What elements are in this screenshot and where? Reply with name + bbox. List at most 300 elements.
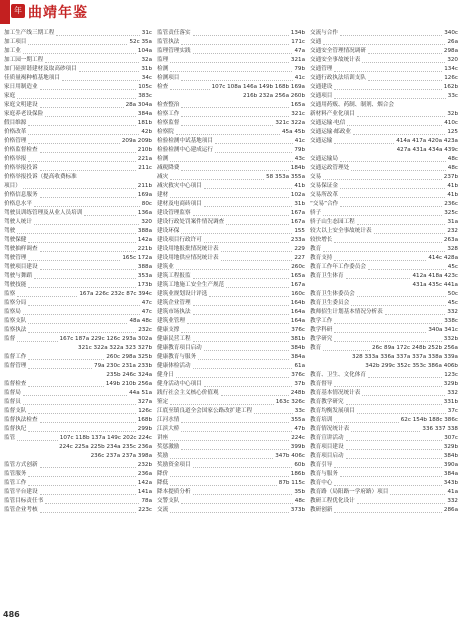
dot-leader <box>28 386 103 387</box>
index-page-refs: 48a 48c <box>129 318 152 324</box>
dot-leader <box>170 161 293 162</box>
index-term: 监督员 <box>4 399 21 405</box>
index-term: 教育教学研究 <box>310 399 344 405</box>
dot-leader <box>323 350 370 351</box>
dot-leader <box>40 422 136 423</box>
dot-leader <box>357 224 446 225</box>
index-entry <box>310 209 458 218</box>
index-page-refs: 32a <box>141 57 152 63</box>
dot-leader <box>368 53 442 54</box>
dot-leader <box>334 98 445 99</box>
index-term: 建筑业管理 <box>157 318 185 324</box>
index-page-refs: 223c <box>138 507 152 513</box>
dot-leader <box>40 251 136 252</box>
index-page-refs: 41b <box>294 183 305 189</box>
index-page-refs: 171c <box>291 39 305 45</box>
index-page-refs: 232c <box>138 327 152 333</box>
dot-leader <box>193 314 289 315</box>
index-entry <box>4 272 152 281</box>
page-header <box>0 0 468 29</box>
index-page-refs: 224c <box>291 435 305 441</box>
index-page-refs: 165c 172a <box>122 255 152 261</box>
index-term: 健身活动中心项目 <box>157 381 202 387</box>
index-term: 交通项目 <box>310 93 333 99</box>
dot-leader <box>351 170 446 171</box>
dot-leader <box>28 431 135 432</box>
index-page-refs: 320 <box>447 57 458 63</box>
index-page-refs: 142a <box>137 237 152 243</box>
index-term: 检测 <box>157 66 169 72</box>
index-term: 建设行政处罚案件情况调查 <box>157 219 225 225</box>
dot-leader <box>170 71 292 72</box>
index-entry <box>4 29 152 38</box>
index-entry <box>157 38 305 47</box>
index-term: 教育卫生体委员会 <box>310 291 355 297</box>
index-term: 教育项目建设 <box>310 444 344 450</box>
dot-leader <box>346 278 411 279</box>
index-page-refs: 399b <box>290 444 305 450</box>
dot-leader <box>40 197 136 198</box>
index-entry <box>157 299 305 308</box>
dot-leader <box>334 242 442 243</box>
index-page-refs: 328 333a 336a 337a 337a 338a 339a <box>352 354 458 360</box>
index-term: 监管平台建设 <box>4 489 38 495</box>
index-term: 建设用地报批情况统计表 <box>157 246 219 252</box>
index-term: 降低 <box>157 480 169 486</box>
index-term: 骄子 <box>310 210 322 216</box>
index-entry <box>157 290 305 299</box>
index-entry <box>310 290 458 299</box>
index-entry <box>4 173 152 182</box>
index-term: 检查整治 <box>157 102 180 108</box>
index-term: 教育支持 <box>310 255 333 261</box>
index-entry <box>4 299 152 308</box>
index-entry <box>310 416 458 425</box>
index-entry <box>310 218 458 227</box>
dot-leader <box>334 71 442 72</box>
index-page-refs: 332 <box>447 309 458 315</box>
dot-leader <box>181 116 289 117</box>
index-term: 监督 <box>4 336 16 342</box>
dot-leader <box>323 179 442 180</box>
index-page-refs: 44a 51a <box>129 390 152 396</box>
dot-leader <box>334 260 426 261</box>
index-page-refs: 165a <box>290 102 305 108</box>
index-term: 交通安全事故统计表 <box>310 57 361 63</box>
index-term: 监督执法检查 <box>4 417 38 423</box>
index-term: 奖励 <box>157 453 169 459</box>
index-page-refs: 390a <box>443 462 458 468</box>
dot-leader <box>45 116 136 117</box>
dot-leader <box>28 476 136 477</box>
index-entry <box>157 155 305 164</box>
dot-leader <box>390 494 445 495</box>
index-entry <box>157 191 305 200</box>
index-entry <box>310 308 458 317</box>
index-term: 监管目标责任书 <box>4 498 44 504</box>
index-entry <box>310 461 458 470</box>
dot-leader <box>181 80 292 81</box>
index-entry <box>310 326 458 335</box>
index-term: 交通用药贩、药制、制剂、烟合会 <box>310 102 394 108</box>
index-term: 交通管理 <box>310 66 333 72</box>
index-term: 监督局 <box>4 390 21 396</box>
index-entry <box>310 362 458 371</box>
dot-leader <box>28 287 135 288</box>
index-entry <box>4 281 152 290</box>
index-term: 减灾 <box>157 174 169 180</box>
index-entry <box>310 83 458 92</box>
index-entry <box>310 299 458 308</box>
index-term: 驾驶项目建设 <box>4 264 38 270</box>
index-term: 交通运输·邮政业 <box>310 129 351 135</box>
index-term: 教育均衡发展项目 <box>310 408 355 414</box>
index-page-refs: 355a <box>290 417 305 423</box>
dot-leader <box>346 458 442 459</box>
index-page-refs: 286a <box>443 507 458 513</box>
index-entry <box>310 506 458 515</box>
dot-leader <box>204 242 289 243</box>
index-entry <box>4 263 152 272</box>
index-page-refs: 431a 435c 441a <box>412 282 458 288</box>
index-entry <box>157 47 305 56</box>
index-page-refs: 80c <box>141 201 152 207</box>
dot-leader <box>254 413 293 414</box>
index-term: 建设环保 <box>157 228 180 234</box>
index-entry <box>157 29 305 38</box>
index-entry <box>310 74 458 83</box>
index-entry <box>157 173 305 182</box>
index-entry <box>310 236 458 245</box>
dot-leader <box>181 233 292 234</box>
index-page-refs: 410c <box>444 120 458 126</box>
index-page-refs: 307c <box>444 435 458 441</box>
dot-leader <box>323 44 445 45</box>
dot-leader <box>347 125 442 126</box>
index-entry <box>157 470 305 479</box>
dot-leader <box>40 512 137 513</box>
index-entry <box>157 227 305 236</box>
index-page-refs: 221b <box>137 246 152 252</box>
index-page-refs: 168b <box>137 417 152 423</box>
index-entry <box>310 38 458 47</box>
dot-leader <box>17 98 136 99</box>
index-term: “交易”合作 <box>310 201 339 207</box>
index-entry <box>310 281 458 290</box>
index-term: 价格改革 <box>4 129 27 135</box>
index-page-refs: 167a <box>290 219 305 225</box>
dot-leader <box>221 395 289 396</box>
index-page-refs: 260c 298a 325b <box>106 354 152 360</box>
index-term: 检察工作 <box>157 111 180 117</box>
index-entry <box>157 362 305 371</box>
index-page-refs: 376c <box>291 372 305 378</box>
index-page-refs: 32b <box>447 111 458 117</box>
index-term: 鉴定 <box>157 399 169 405</box>
index-entry <box>4 47 152 56</box>
index-page-refs: 321c <box>291 111 305 117</box>
index-page-refs: 41b <box>447 192 458 198</box>
index-term: 建筑市场执法 <box>157 309 191 315</box>
index-page-refs: 338c <box>444 318 458 324</box>
index-entry <box>4 128 152 137</box>
index-page-refs: 299b <box>137 426 152 432</box>
index-entry <box>157 83 305 92</box>
index-page-refs: 235b 246c 324a <box>106 372 152 378</box>
index-page-refs: 209a 209b <box>121 138 152 144</box>
index-page-refs: 221a <box>137 156 152 162</box>
index-column-2 <box>157 29 305 515</box>
dot-leader <box>28 359 104 360</box>
index-term: 交通建设 <box>310 84 333 90</box>
index-term: 佳质量褐种植基地项目 <box>4 75 60 81</box>
index-page-refs: 347b 406c <box>275 453 305 459</box>
index-term: 教育督导 <box>310 381 333 387</box>
index-entry <box>4 155 152 164</box>
index-page-refs: 232 <box>447 228 458 234</box>
index-entry <box>4 56 152 65</box>
dot-leader <box>28 161 136 162</box>
dot-leader <box>170 476 289 477</box>
index-entry <box>157 398 305 407</box>
index-page-refs: 384a <box>290 354 305 360</box>
index-entry <box>4 506 152 515</box>
index-entry <box>157 254 305 263</box>
dot-leader <box>181 125 273 126</box>
dot-leader <box>34 278 136 279</box>
index-page-refs: 126c <box>138 408 152 414</box>
index-page-refs: 260c <box>291 264 305 270</box>
index-entry <box>157 137 305 146</box>
dot-leader <box>170 62 289 63</box>
index-term: 交流 <box>157 507 169 513</box>
index-page-refs: 50c <box>447 291 458 297</box>
index-entry <box>310 254 458 263</box>
index-entry <box>4 425 152 434</box>
index-page-refs: 141a <box>137 489 152 495</box>
dot-leader <box>334 467 442 468</box>
index-page-refs: 211b <box>137 183 152 189</box>
index-term: 江河水情 <box>157 417 180 423</box>
index-term: 健康教育与服务 <box>157 354 197 360</box>
index-entry <box>157 65 305 74</box>
index-entry <box>4 362 152 371</box>
index-term: 教育、卫生、文化体育 <box>310 372 366 378</box>
index-page-refs: 384a <box>137 111 152 117</box>
index-term: 加工园一期工程 <box>4 57 44 63</box>
index-entry <box>157 497 305 506</box>
index-page-refs: 236c 237a 237a 398a <box>90 453 152 459</box>
index-term: 教学工作 <box>310 318 333 324</box>
seal-logo: 年鉴 <box>11 4 25 18</box>
index-entry <box>157 416 305 425</box>
dot-leader <box>170 89 209 90</box>
index-term: 监管服务 <box>4 471 27 477</box>
index-page-refs: 173b <box>137 282 152 288</box>
index-entry <box>310 407 458 416</box>
index-entry <box>4 308 152 317</box>
index-entry <box>310 353 458 362</box>
index-term: 检察院 <box>157 129 174 135</box>
index-page-refs: 353a <box>137 273 152 279</box>
index-page-refs: 329b <box>443 381 458 387</box>
dot-leader <box>226 224 289 225</box>
index-entry <box>310 173 458 182</box>
index-entry <box>4 470 152 479</box>
dot-leader <box>368 269 446 270</box>
index-page-refs: 26c 89a 172c 248b 252b 256a <box>372 345 458 351</box>
index-entry <box>157 272 305 281</box>
index-term: 教研工程优化设计 <box>310 498 355 504</box>
index-entry <box>310 317 458 326</box>
dot-leader <box>181 431 292 432</box>
index-term: 交通运输·电信 <box>310 120 346 126</box>
index-entry <box>310 479 458 488</box>
dot-leader <box>221 251 293 252</box>
index-page-refs: 325c <box>444 210 458 216</box>
index-term: 教育工作年工作委员会 <box>310 264 366 270</box>
dot-leader <box>28 125 135 126</box>
dot-leader <box>28 134 139 135</box>
dot-leader <box>193 368 293 369</box>
dot-leader <box>79 71 140 72</box>
index-entry <box>310 146 458 155</box>
index-page-refs: 383c <box>138 93 152 99</box>
dot-leader <box>362 395 445 396</box>
index-entry <box>310 191 458 200</box>
index-term: 监督检查 <box>4 381 27 387</box>
index-page-refs: 134b <box>290 30 305 36</box>
index-term: 家庭养老设保险 <box>4 111 44 117</box>
index-term: 检验检测中心建成运行 <box>157 147 213 153</box>
index-term: 减灾救灾中心项目 <box>157 183 202 189</box>
index-page-refs: 229 <box>294 246 305 252</box>
index-page-refs: 45a 45b <box>282 129 305 135</box>
index-page-refs: 232b <box>137 462 152 468</box>
index-entry <box>310 398 458 407</box>
dot-leader <box>40 494 136 495</box>
index-term: 教育中心 <box>310 480 333 486</box>
index-page-refs: 102a <box>290 192 305 198</box>
index-term: 检查 <box>157 84 169 90</box>
index-page-refs: 210b <box>137 147 152 153</box>
index-term: 健康教育项目启动 <box>157 345 202 351</box>
dot-leader <box>368 80 442 81</box>
index-page-refs: 384b <box>443 453 458 459</box>
dot-leader <box>28 368 92 369</box>
index-page-refs: 320 <box>141 219 152 225</box>
index-term: 交流与合作 <box>310 30 338 36</box>
index-term: 驾驶人统计 <box>4 219 32 225</box>
index-term: 教育基本情况统计表 <box>310 390 361 396</box>
index-page-refs: 125 <box>447 129 458 135</box>
index-page-refs: 414c 428a <box>428 255 458 261</box>
index-page-refs: 41c <box>294 75 305 81</box>
index-entry <box>310 470 458 479</box>
index-entry <box>310 335 458 344</box>
dot-leader <box>28 485 136 486</box>
index-term: 交通 <box>310 39 322 45</box>
dot-leader <box>334 89 441 90</box>
index-page-refs: 376c <box>291 327 305 333</box>
dot-leader <box>170 197 289 198</box>
dot-leader <box>209 296 289 297</box>
index-term: 监管企业考核 <box>4 507 38 513</box>
index-entry <box>310 380 458 389</box>
dot-leader <box>323 215 442 216</box>
index-term: 建材及电商砖项目 <box>157 201 202 207</box>
index-term: 教学研究 <box>310 336 333 342</box>
dot-leader <box>34 224 139 225</box>
index-entry <box>310 371 458 380</box>
index-entry <box>157 281 305 290</box>
index-page-refs: 163c 326c <box>275 399 305 405</box>
index-term: 教育卫生委员会 <box>310 300 350 306</box>
index-page-refs: 414a 417a 420a 423a <box>396 138 458 144</box>
index-page-refs: 79a 230c 231a 233b <box>94 363 152 369</box>
index-page-refs: 31a <box>447 219 458 225</box>
page-number: 486 <box>3 610 20 619</box>
index-term: 价格信息服务 <box>4 192 38 198</box>
index-page-refs: 42b <box>141 129 152 135</box>
index-term: 建筑业 <box>157 264 174 270</box>
dot-leader <box>28 305 139 306</box>
index-entry <box>157 344 305 353</box>
index-page-refs: 381b <box>290 336 305 342</box>
index-entry <box>157 200 305 209</box>
index-term: 建材 <box>157 192 169 198</box>
index-page-refs: 136a <box>137 210 152 216</box>
index-term: 骄子山生态园工程 <box>310 219 355 225</box>
index-entry <box>310 434 458 443</box>
index-page-refs: 126c <box>444 75 458 81</box>
index-term: 监管执法 <box>157 39 180 45</box>
index-term: 监理管理实践 <box>157 48 191 54</box>
index-page-refs: 34c <box>141 75 152 81</box>
index-page-refs: 233a <box>290 237 305 243</box>
index-term: 降价 <box>157 471 169 477</box>
index-entry <box>157 263 305 272</box>
dot-leader <box>357 503 446 504</box>
index-entry <box>310 128 458 137</box>
index-term: 交通行政执法培训支队 <box>310 75 366 81</box>
index-entry <box>157 128 305 137</box>
index-page-refs: 164a <box>290 309 305 315</box>
dot-leader <box>56 35 139 36</box>
index-entry <box>157 353 305 362</box>
index-term: 降本提质分析 <box>157 489 191 495</box>
index-term: 教育项目启动 <box>310 453 344 459</box>
index-entry <box>4 74 152 83</box>
dot-leader <box>357 116 446 117</box>
index-entry <box>4 218 152 227</box>
index-entry <box>4 344 152 353</box>
index-term: 加工生产线三期工程 <box>4 30 55 36</box>
dot-leader <box>170 179 264 180</box>
index-page-refs: 78a <box>141 498 152 504</box>
index-entry <box>157 380 305 389</box>
header-color-bar <box>0 0 10 24</box>
index-term: 新材料产业化项目 <box>310 111 355 117</box>
dot-leader <box>62 80 140 81</box>
index-entry <box>157 56 305 65</box>
index-page-refs: 48c <box>294 498 305 504</box>
dot-leader <box>187 323 289 324</box>
index-page-refs: 104a <box>137 48 152 54</box>
index-entry <box>4 137 152 146</box>
index-entry <box>157 92 305 101</box>
index-page-refs: 332b <box>443 336 458 342</box>
